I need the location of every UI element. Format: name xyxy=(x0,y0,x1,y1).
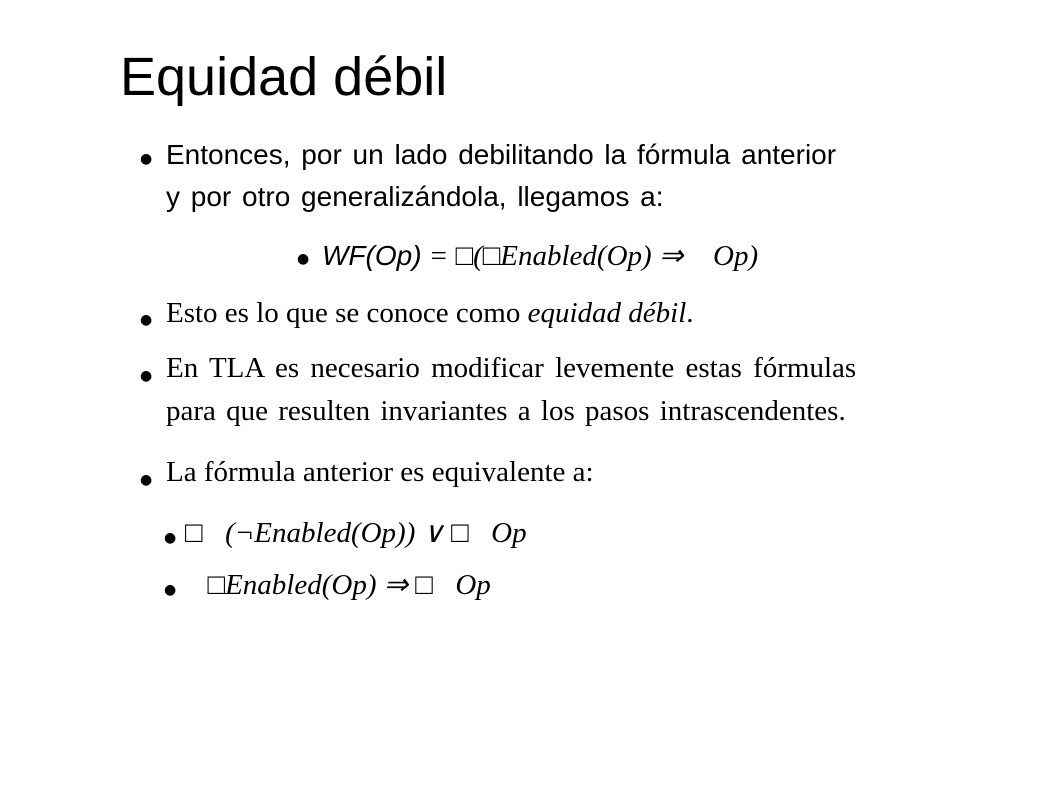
slide-title: Equidad débil xyxy=(120,47,448,107)
bullet-icon: ● xyxy=(140,472,153,488)
sub2-formula: □Enabled(Op) ⇒ □ Op xyxy=(185,569,453,601)
formula-line xyxy=(322,238,758,273)
item3-line1: En TLA es necesario modificar levemente estas fórmulas xyxy=(166,352,857,384)
bullet-icon: ● xyxy=(164,582,177,598)
bullet-icon: ● xyxy=(297,251,310,267)
bullet-icon: ● xyxy=(140,368,153,384)
formula-body: = □(□Enabled(Op) ⇒ Op) xyxy=(421,240,736,272)
item4-line: La fórmula anterior es equivalente a: xyxy=(166,456,594,488)
item1-line2: y por otro generalizándola, llegamos a: xyxy=(166,181,664,212)
bullet-icon: ● xyxy=(140,312,153,328)
item3-line2: para que resulten invariantes a los pasos intrascendentes. xyxy=(166,395,846,427)
bullet-icon: ● xyxy=(140,151,153,167)
formula-name: WF(Op) xyxy=(322,240,422,271)
item2-emphasis: equidad débil xyxy=(527,297,687,329)
bullet-icon: ● xyxy=(164,530,177,546)
sub1-formula: □ (¬Enabled(Op)) ∨ □ Op xyxy=(185,517,496,549)
item2-line xyxy=(166,297,694,330)
item2-end: . xyxy=(686,297,694,329)
item2-text: Esto es lo que se conoce como xyxy=(166,297,528,329)
item1-line1: Entonces, por un lado debilitando la fórmula anterior xyxy=(166,139,837,170)
